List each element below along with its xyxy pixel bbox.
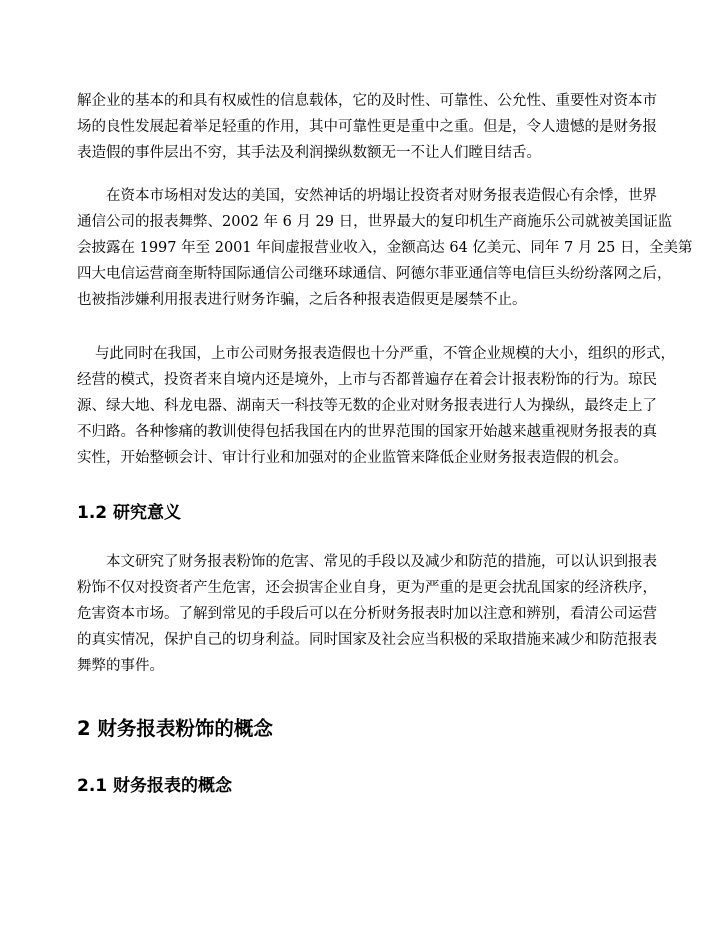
paragraph-line: 也被指涉嫌利用报表进行财务诈骗，之后各种报表造假更是屡禁不止。	[77, 292, 527, 308]
paragraph-line: 的真实情况，保护自己的切身利益。同时国家及社会应当积极的采取措施来减少和防范报表	[77, 632, 657, 648]
section-heading-1-2: 1.2 研究意义	[77, 503, 182, 523]
paragraph-line: 会披露在 1997 年至 2001 年间虚报营业收入，金额高达 64 亿美元、同年 7 月 25 日，全美第	[77, 240, 693, 256]
paragraph-line: 源、绿大地、科龙电器、湖南天一科技等无数的企业对财务报表进行人为操纵，最终走上了	[77, 398, 657, 414]
paragraph-line: 经营的模式，投资者来自境内还是境外，上市与否都普遍存在着会计报表粉饰的行为。琼民	[77, 372, 657, 388]
paragraph-line: 实性，开始整顿会计、审计行业和加强对的企业监管来降低企业财务报表造假的机会。	[77, 450, 628, 466]
paragraph-line: 解企业的基本的和具有权威性的信息载体，它的及时性、可靠性、公允性、重要性对资本市	[77, 93, 657, 109]
chapter-heading-2: 2 财务报表粉饰的概念	[77, 717, 273, 740]
paragraph-line: 不归路。各种惨痛的教训使得包括我国在内的世界范围的国家开始越来越重视财务报表的真	[77, 424, 657, 440]
section-heading-2-1: 2.1 财务报表的概念	[77, 776, 233, 796]
paragraph-line: 在资本市场相对发达的美国，安然神话的坍塌让投资者对财务报表造假心有余悸，世界	[106, 188, 657, 204]
paragraph-line: 危害资本市场。了解到常见的手段后可以在分析财务报表时加以注意和辨别，看清公司运营	[77, 606, 657, 622]
paragraph-line: 场的良性发展起着举足轻重的作用，其中可靠性更是重中之重。但是，令人遗憾的是财务报	[77, 119, 657, 135]
paragraph-line: 与此同时在我国，上市公司财务报表造假也十分严重，不管企业规模的大小，组织的形式，	[95, 346, 675, 362]
paragraph-line: 表造假的事件层出不穷，其手法及利润操纵数额无一不让人们瞠目结舌。	[77, 145, 541, 161]
paragraph-line: 粉饰不仅对投资者产生危害，还会损害企业自身，更为严重的是更会扰乱国家的经济秩序，	[77, 580, 657, 596]
paragraph-line: 舞弊的事件。	[77, 658, 164, 674]
paragraph-line: 通信公司的报表舞弊、2002 年 6 月 29 日，世界最大的复印机生产商施乐公司就被美国证监	[77, 214, 673, 230]
paragraph-line: 本文研究了财务报表粉饰的危害、常见的手段以及减少和防范的措施，可以认识到报表	[106, 554, 657, 570]
paragraph-line: 四大电信运营商奎斯特国际通信公司继环球通信、阿德尔菲亚通信等电信巨头纷纷落网之后，	[77, 266, 672, 282]
